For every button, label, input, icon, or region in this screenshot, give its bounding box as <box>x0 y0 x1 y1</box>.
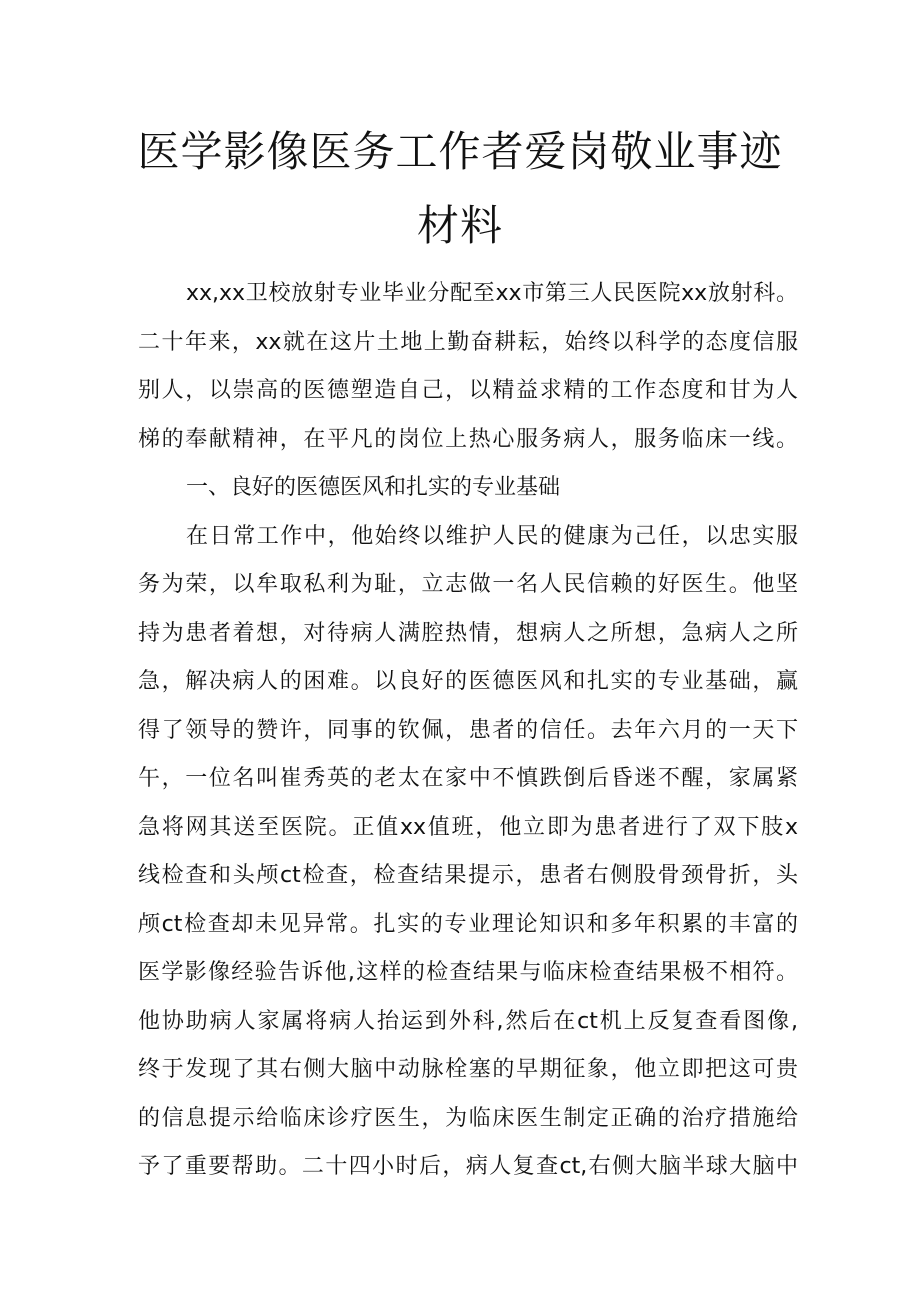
document-body <box>138 270 798 1192</box>
paragraph-2-line-13: 的信息提示给临床诊疗医生，为临床医生制定正确的治疗措施给 <box>138 1105 798 1131</box>
paragraph-2-line-4: 急，解决病人的困难。以良好的医德医风和扎实的专业基础，赢 <box>138 669 798 694</box>
paragraph-2-line-3: 持为患者着想，对待病人满腔热情，想病人之所想，急病人之所 <box>138 620 798 646</box>
paragraph-1-line-3: 别人，以崇高的医德塑造自己，以精益求精的工作态度和甘为人 <box>138 378 798 403</box>
paragraph-2-line-10: 医学影像经验告诉他,这样的检查结果与临床检查结果极不相符。 <box>138 960 798 985</box>
paragraph-2-line-9: 颅ct检查却未见异常。扎实的专业理论知识和多年积累的丰富的 <box>138 911 798 937</box>
paragraph-2-line-14: 予了重要帮助。二十四小时后，病人复查ct,右侧大脑半球大脑中 <box>138 1154 798 1179</box>
paragraph-2-line-5: 得了领导的赞许，同事的钦佩，患者的信任。去年六月的一天下 <box>138 717 798 743</box>
document-title-line-2: 材料 <box>416 201 503 250</box>
paragraph-2-line-2: 务为荣，以牟取私利为耻，立志做一名人民信赖的好医生。他坚 <box>138 572 798 597</box>
paragraph-1-line-2: 二十年来，xx就在这片土地上勤奋耕耘，始终以科学的态度信服 <box>138 329 798 355</box>
paragraph-2-line-6: 午，一位名叫崔秀英的老太在家中不慎跌倒后昏迷不醒，家属紧 <box>138 766 798 791</box>
paragraph-1-line-1: xx,xx卫校放射专业毕业分配至xx市第三人民医院xx放射科。 <box>186 281 798 306</box>
paragraph-2-line-11: 他协助病人家属将病人抬运到外科,然后在ct机上反复查看图像, <box>138 1008 798 1034</box>
document-title-line-1: 医学影像医务工作者爱岗敬业事迹 <box>137 127 783 176</box>
paragraph-2-line-1: 在日常工作中，他始终以维护人民的健康为己任，以忠实服 <box>186 523 798 549</box>
paragraph-2-line-12: 终于发现了其右侧大脑中动脉栓塞的早期征象，他立即把这可贵 <box>138 1057 798 1082</box>
paragraph-1-line-4: 梯的奉献精神，在平凡的岗位上热心服务病人，服务临床一线。 <box>138 426 798 452</box>
paragraph-2-line-8: 线检查和头颅ct检查，检查结果提示，患者右侧股骨颈骨折，头 <box>138 863 798 888</box>
section-heading-1: 一、良好的医德医风和扎实的专业基础 <box>186 475 561 500</box>
paragraph-2-line-7: 急将网其送至医院。正值xx值班，他立即为患者进行了双下肢x <box>138 814 798 840</box>
